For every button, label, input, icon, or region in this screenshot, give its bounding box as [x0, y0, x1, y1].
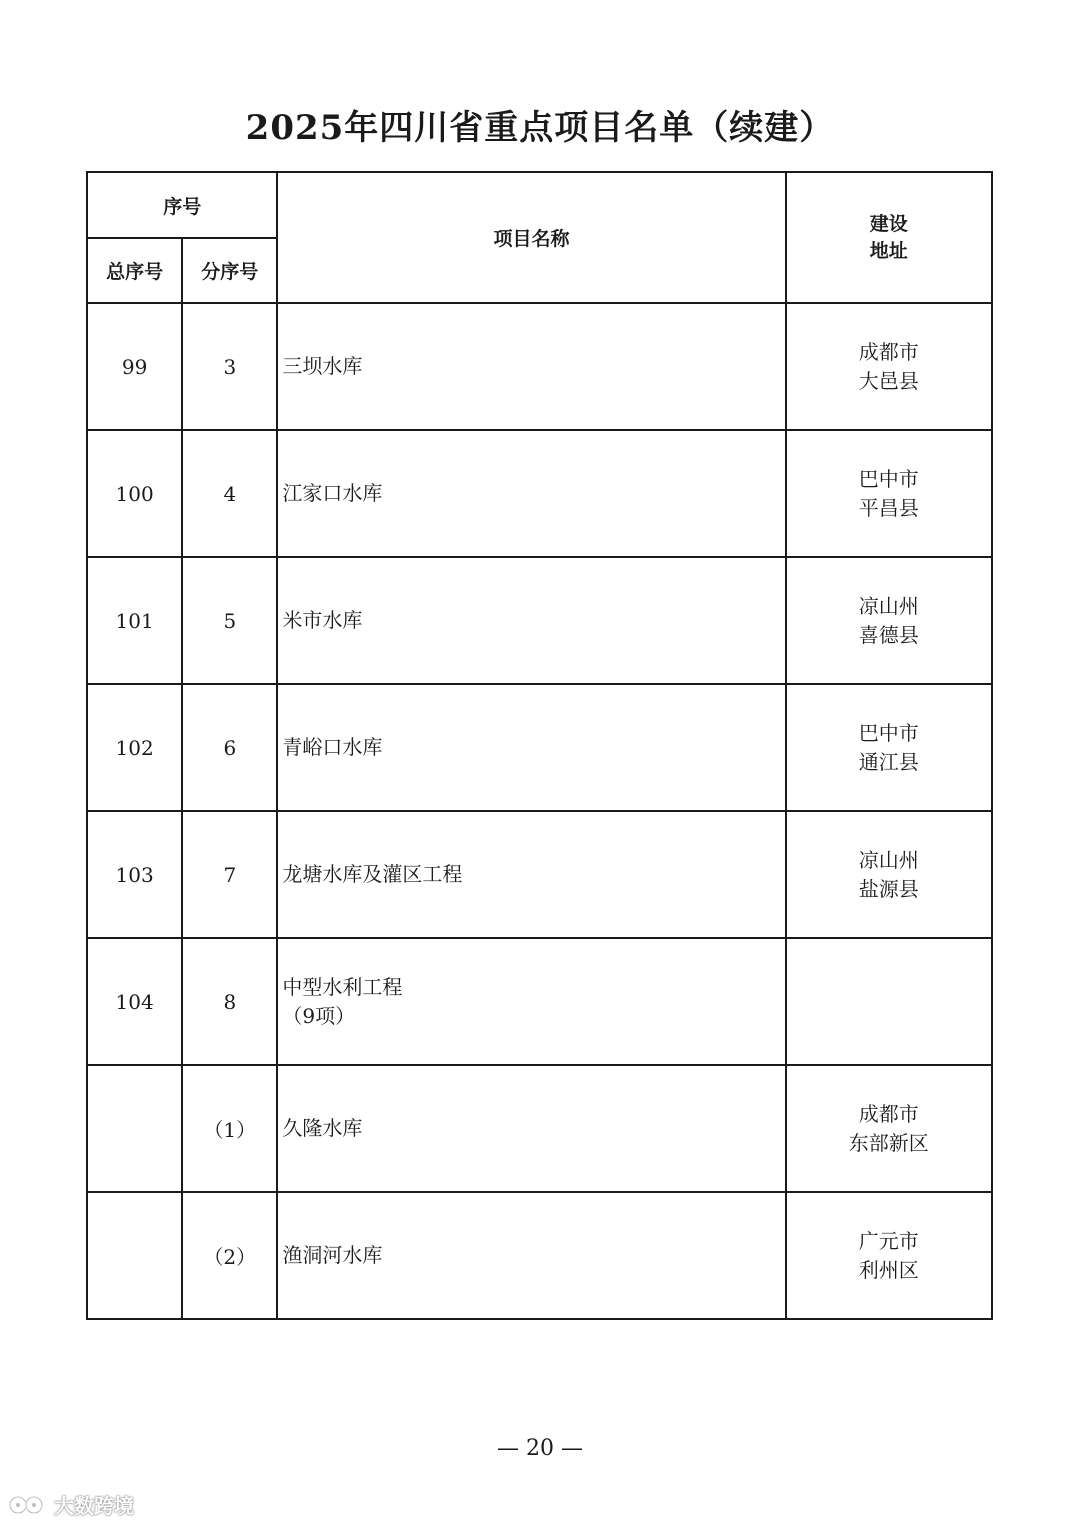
total-serial-cell: 100: [87, 430, 182, 557]
watermark-text: 大数跨境: [54, 1494, 134, 1518]
sub-serial-cell: 5: [182, 557, 277, 684]
sub-serial-cell: （2）: [182, 1192, 277, 1319]
address-cell: [786, 430, 992, 557]
project-name-cell: [277, 1192, 785, 1319]
address-line: 盐源县: [858, 876, 919, 901]
sub-serial-header: 分序号: [182, 238, 277, 303]
project-name-cell: [277, 430, 785, 557]
project-name-cell: [277, 684, 785, 811]
table-row: [87, 1192, 992, 1319]
address-line: 平昌县: [858, 495, 919, 520]
table-body: [87, 303, 992, 1319]
address-cell: [786, 684, 992, 811]
serial-group-header: 序号: [87, 172, 277, 238]
project-name-cell: [277, 938, 785, 1065]
project-name-cell: [277, 811, 785, 938]
address-cell: [786, 303, 992, 430]
total-serial-cell: [87, 1065, 182, 1192]
table-row: [87, 811, 992, 938]
sub-serial-cell: 3: [182, 303, 277, 430]
address-line: 东部新区: [848, 1130, 929, 1155]
total-serial-cell: 102: [87, 684, 182, 811]
project-name-cell: [277, 1065, 785, 1192]
project-name-line: 中型水利工程: [282, 974, 403, 999]
address-line: 成都市: [858, 339, 919, 364]
address-cell: [786, 1065, 992, 1192]
sub-serial-cell: 8: [182, 938, 277, 1065]
address-line: 大邑县: [858, 368, 919, 393]
address-line: 成都市: [858, 1101, 919, 1126]
sub-serial-cell: 6: [182, 684, 277, 811]
total-serial-cell: 103: [87, 811, 182, 938]
project-name-line: 三坝水库: [282, 354, 363, 378]
table-row: [87, 303, 992, 430]
total-serial-header: 总序号: [87, 238, 182, 303]
address-header-line2: 地址: [869, 239, 908, 262]
project-name-line: 渔洞河水库: [282, 1243, 383, 1267]
project-name-line: 青峪口水库: [282, 735, 383, 759]
project-name-cell: [277, 303, 785, 430]
address-line: 通江县: [858, 749, 919, 774]
address-line: 巴中市: [858, 466, 919, 491]
table-row: [87, 557, 992, 684]
address-line: 凉山州: [858, 847, 919, 872]
project-name-cell: [277, 557, 785, 684]
address-line: 利州区: [858, 1257, 919, 1282]
total-serial-cell: [87, 1192, 182, 1319]
address-header: [786, 172, 992, 303]
project-name-header: 项目名称: [277, 172, 785, 303]
address-line: 喜德县: [858, 622, 919, 647]
address-cell: [786, 557, 992, 684]
total-serial-cell: 99: [87, 303, 182, 430]
watermark-logo-icon: [8, 1494, 48, 1516]
table-row: [87, 1065, 992, 1192]
address-cell: [786, 938, 992, 1065]
document-title: 2025年四川省重点项目名单（续建）: [245, 108, 835, 148]
project-name-line: 久隆水库: [282, 1116, 363, 1140]
address-cell: [786, 1192, 992, 1319]
sub-serial-cell: （1）: [182, 1065, 277, 1192]
watermark: [8, 1490, 134, 1519]
sub-serial-cell: 7: [182, 811, 277, 938]
address-line: 凉山州: [858, 593, 919, 618]
page-number: — 20 —: [497, 1436, 583, 1461]
project-name-line: （9项）: [282, 1003, 356, 1028]
address-line: 广元市: [858, 1228, 919, 1253]
total-serial-cell: 101: [87, 557, 182, 684]
table-row: [87, 938, 992, 1065]
total-serial-cell: 104: [87, 938, 182, 1065]
project-name-line: 米市水库: [282, 608, 363, 632]
table-row: [87, 430, 992, 557]
address-line: 巴中市: [858, 720, 919, 745]
project-name-line: 龙塘水库及灌区工程: [282, 862, 463, 886]
address-header-line1: 建设: [869, 212, 908, 235]
table-row: [87, 684, 992, 811]
project-name-line: 江家口水库: [282, 481, 383, 505]
address-cell: [786, 811, 992, 938]
project-table: [86, 171, 993, 1320]
sub-serial-cell: 4: [182, 430, 277, 557]
